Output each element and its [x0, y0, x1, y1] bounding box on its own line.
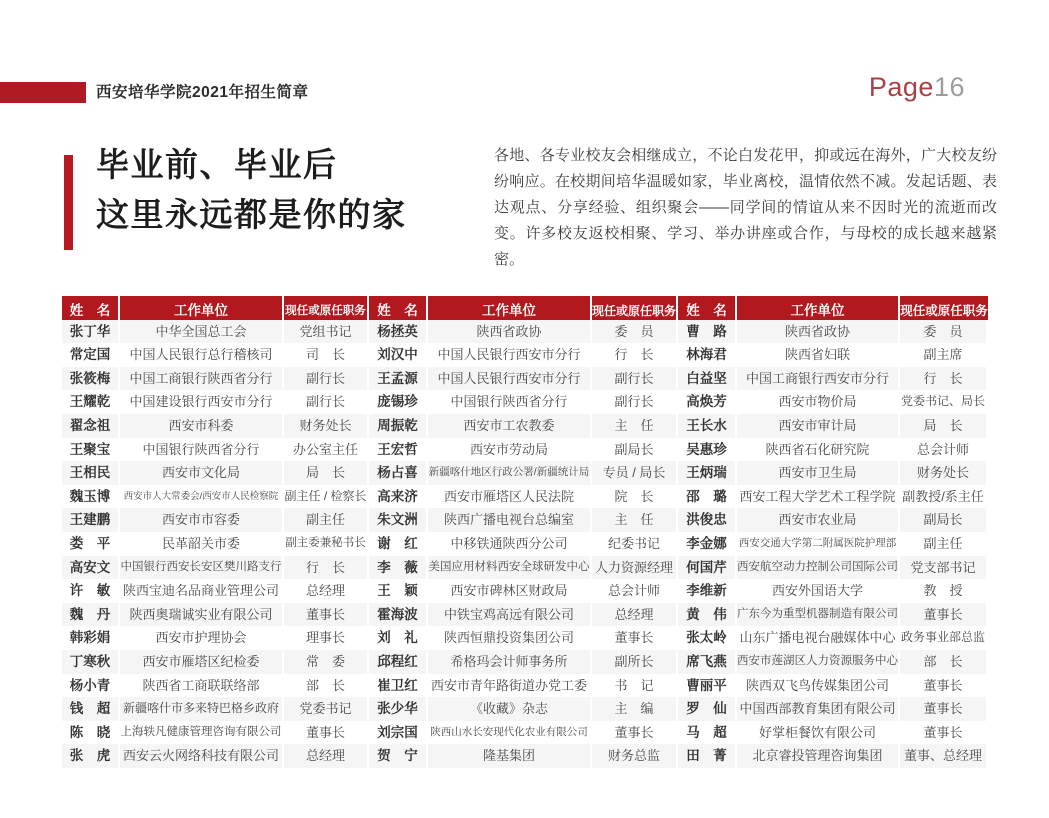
alumni-org-cell: 好掌柜餐饮有限公司: [737, 721, 900, 745]
breadcrumb: 西安培华学院2021年招生简章: [96, 84, 309, 101]
alumni-org-cell: 中铁宝鸡高远有限公司: [428, 603, 592, 627]
table-header-cell: 工作单位: [428, 296, 592, 326]
alumni-org-cell: 陕西奥瑞诚实业有限公司: [120, 603, 284, 627]
alumni-title-cell: 行 长: [592, 343, 678, 367]
alumni-title-cell: 委 员: [900, 320, 988, 344]
alumni-org-cell: 新疆喀什市多来特巴格乡政府: [120, 697, 284, 721]
alumni-title-cell: 局 长: [900, 414, 988, 438]
page-number: [869, 72, 965, 103]
alumni-name-cell: 贺 宁: [369, 744, 428, 768]
alumni-org-cell: 山东广播电视台融媒体中心: [737, 626, 900, 650]
alumni-title-cell: 行 长: [284, 556, 369, 580]
alumni-title-cell: 副行长: [284, 390, 369, 414]
alumni-title-cell: 副主席: [900, 343, 988, 367]
alumni-title-cell: 董事长: [900, 674, 988, 698]
table-header-cell: 工作单位: [120, 296, 284, 326]
alumni-name-cell: 丁寒秋: [62, 650, 120, 674]
alumni-name-cell: 李维新: [678, 579, 737, 603]
alumni-name-cell: 钱 超: [62, 697, 120, 721]
alumni-title-cell: 董事长: [900, 697, 988, 721]
alumni-name-cell: 王聚宝: [62, 438, 120, 462]
alumni-name-cell: 常定国: [62, 343, 120, 367]
page-title-line1: 毕业前、毕业后: [96, 146, 338, 183]
alumni-title-cell: 副局长: [592, 438, 678, 462]
alumni-title-cell: 董事长: [592, 626, 678, 650]
alumni-name-cell: 张筱梅: [62, 367, 120, 391]
alumni-title-cell: 总会计师: [592, 579, 678, 603]
alumni-org-cell: 中国西部教育集团有限公司: [737, 697, 900, 721]
alumni-title-cell: 理事长: [284, 626, 369, 650]
alumni-title-cell: 常 委: [284, 650, 369, 674]
alumni-name-cell: 魏 丹: [62, 603, 120, 627]
alumni-name-cell: 刘汉中: [369, 343, 428, 367]
alumni-org-cell: 美国应用材料西安全球研发中心: [428, 556, 592, 580]
alumni-name-cell: 王长水: [678, 414, 737, 438]
alumni-name-cell: 翟念祖: [62, 414, 120, 438]
alumni-name-cell: 陈 晓: [62, 721, 120, 745]
alumni-org-cell: 西安市护理协会: [120, 626, 284, 650]
alumni-name-cell: 王建鹏: [62, 508, 120, 532]
alumni-name-cell: 王耀乾: [62, 390, 120, 414]
alumni-name-cell: 崔卫红: [369, 674, 428, 698]
table-header-cell: 姓 名: [62, 296, 120, 326]
alumni-org-cell: 西安云火网络科技有限公司: [120, 744, 284, 768]
alumni-title-cell: 行 长: [900, 367, 988, 391]
alumni-title-cell: 党委书记、局长: [900, 390, 988, 414]
alumni-org-cell: 中国银行西安长安区樊川路支行: [120, 556, 284, 580]
alumni-name-cell: 王炳瑞: [678, 461, 737, 485]
alumni-org-cell: 上海轶凡健康管理咨询有限公司: [120, 721, 284, 745]
alumni-title-cell: 主 任: [592, 414, 678, 438]
alumni-name-cell: 洪俊忠: [678, 508, 737, 532]
alumni-name-cell: 霍海波: [369, 603, 428, 627]
alumni-org-cell: 中国建设银行西安市分行: [120, 390, 284, 414]
table-header-cell: 姓 名: [369, 296, 428, 326]
alumni-title-cell: 董事长: [284, 721, 369, 745]
alumni-title-cell: 教 授: [900, 579, 988, 603]
alumni-name-cell: 高焕芳: [678, 390, 737, 414]
alumni-title-cell: 政务事业部总监: [900, 626, 988, 650]
alumni-name-cell: 曹丽平: [678, 674, 737, 698]
alumni-name-cell: 刘宗国: [369, 721, 428, 745]
alumni-org-cell: 陕西省妇联: [737, 343, 900, 367]
alumni-org-cell: 西安市卫生局: [737, 461, 900, 485]
alumni-title-cell: 纪委书记: [592, 532, 678, 556]
intro-paragraph: 各地、各专业校友会相继成立，不论白发花甲，抑或远在海外，广大校友纷纷响应。在校期间培华温暖如家，毕业离校，温情依然不减。发起话题、表达观点、分享经验、组织聚会——同学间的情谊从来不因时光的流逝而改变。许多校友返校相聚、学习、举办讲座或合作，与母校的成长越来越紧密。: [494, 147, 997, 268]
alumni-title-cell: 董事、总经理: [900, 744, 988, 768]
alumni-org-cell: 西安市市容委: [120, 508, 284, 532]
alumni-title-cell: 副行长: [592, 390, 678, 414]
alumni-name-cell: 高来济: [369, 485, 428, 509]
alumni-title-cell: 办公室主任: [284, 438, 369, 462]
alumni-org-cell: 中国人民银行西安市分行: [428, 367, 592, 391]
alumni-name-cell: 马 超: [678, 721, 737, 745]
alumni-title-cell: 董事长: [592, 721, 678, 745]
alumni-title-cell: 人力资源经理: [592, 556, 678, 580]
alumni-title-cell: 董事长: [900, 721, 988, 745]
alumni-org-cell: 西安市科委: [120, 414, 284, 438]
alumni-org-cell: 西安市人大常委会/西安市人民检察院: [120, 485, 284, 509]
alumni-title-cell: 部 长: [900, 650, 988, 674]
alumni-title-cell: 院 长: [592, 485, 678, 509]
alumni-name-cell: 王相民: [62, 461, 120, 485]
alumni-org-cell: 西安市雁塔区纪检委: [120, 650, 284, 674]
alumni-name-cell: 李 薇: [369, 556, 428, 580]
alumni-table: [62, 296, 988, 768]
alumni-name-cell: 邵 璐: [678, 485, 737, 509]
alumni-title-cell: 财务处长: [900, 461, 988, 485]
alumni-org-cell: 西安市劳动局: [428, 438, 592, 462]
alumni-name-cell: 高安文: [62, 556, 120, 580]
alumni-title-cell: 书 记: [592, 674, 678, 698]
alumni-name-cell: 何国芹: [678, 556, 737, 580]
alumni-title-cell: 副教授/系主任: [900, 485, 988, 509]
alumni-title-cell: 总经理: [284, 579, 369, 603]
alumni-org-cell: 西安市农业局: [737, 508, 900, 532]
alumni-org-cell: 陕西双飞鸟传媒集团公司: [737, 674, 900, 698]
alumni-name-cell: 张太岭: [678, 626, 737, 650]
alumni-title-cell: 财务处长: [284, 414, 369, 438]
alumni-title-cell: 副主任: [284, 508, 369, 532]
alumni-org-cell: 陕西恒鼎投资集团公司: [428, 626, 592, 650]
alumni-title-cell: 委 员: [592, 320, 678, 344]
table-header-cell: 工作单位: [737, 296, 900, 326]
alumni-name-cell: 吴惠珍: [678, 438, 737, 462]
alumni-title-cell: 专员 / 局长: [592, 461, 678, 485]
alumni-title-cell: 总经理: [284, 744, 369, 768]
alumni-org-cell: 西安市雁塔区人民法院: [428, 485, 592, 509]
alumni-name-cell: 曹 路: [678, 320, 737, 344]
alumni-name-cell: 邱程红: [369, 650, 428, 674]
alumni-org-cell: 西安市审计局: [737, 414, 900, 438]
alumni-title-cell: 副主委兼秘书长: [284, 532, 369, 556]
table-header-cell: 现任或原任职务: [900, 296, 988, 326]
alumni-name-cell: 张丁华: [62, 320, 120, 344]
alumni-org-cell: 西安工程大学艺术工程学院: [737, 485, 900, 509]
alumni-name-cell: 席飞燕: [678, 650, 737, 674]
alumni-name-cell: 许 敏: [62, 579, 120, 603]
alumni-org-cell: 广东今为重型机器制造有限公司: [737, 603, 900, 627]
alumni-name-cell: 杨占喜: [369, 461, 428, 485]
alumni-org-cell: 《收藏》杂志: [428, 697, 592, 721]
alumni-title-cell: 副行长: [592, 367, 678, 391]
alumni-title-cell: 副局长: [900, 508, 988, 532]
alumni-title-cell: 副主任 / 检察长: [284, 485, 369, 509]
alumni-title-cell: 主 任: [592, 508, 678, 532]
alumni-title-cell: 副所长: [592, 650, 678, 674]
page-title-line2: 这里永远都是你的家: [96, 196, 407, 233]
alumni-name-cell: 林海君: [678, 343, 737, 367]
alumni-name-cell: 王孟源: [369, 367, 428, 391]
alumni-name-cell: 杨小青: [62, 674, 120, 698]
alumni-org-cell: 西安市青年路街道办党工委: [428, 674, 592, 698]
alumni-org-cell: 希格玛会计师事务所: [428, 650, 592, 674]
alumni-org-cell: 陕西省工商联联络部: [120, 674, 284, 698]
alumni-name-cell: 田 菁: [678, 744, 737, 768]
alumni-name-cell: 张少华: [369, 697, 428, 721]
alumni-org-cell: 中国工商银行陕西省分行: [120, 367, 284, 391]
hero-accent-bar: [64, 155, 73, 250]
alumni-org-cell: 西安外国语大学: [737, 579, 900, 603]
alumni-title-cell: 司 长: [284, 343, 369, 367]
alumni-title-cell: 董事长: [284, 603, 369, 627]
page-number-label: Page: [868, 72, 934, 102]
alumni-title-cell: 党组书记: [284, 320, 369, 344]
alumni-name-cell: 谢 红: [369, 532, 428, 556]
alumni-org-cell: 中国银行陕西省分行: [428, 390, 592, 414]
header-accent-bar: [0, 82, 86, 103]
alumni-org-cell: 西安市工农教委: [428, 414, 592, 438]
alumni-title-cell: 主 编: [592, 697, 678, 721]
alumni-name-cell: 庞锡珍: [369, 390, 428, 414]
table-header-cell: 现任或原任职务: [592, 296, 678, 326]
alumni-org-cell: 陕西宝迪名品商业管理公司: [120, 579, 284, 603]
alumni-name-cell: 罗 仙: [678, 697, 737, 721]
alumni-org-cell: 中国银行陕西省分行: [120, 438, 284, 462]
alumni-org-cell: 北京睿投管理咨询集团: [737, 744, 900, 768]
alumni-org-cell: 陕西广播电视台总编室: [428, 508, 592, 532]
alumni-org-cell: 新疆喀什地区行政公署/新疆统计局: [428, 461, 592, 485]
alumni-org-cell: 隆基集团: [428, 744, 592, 768]
alumni-name-cell: 刘 礼: [369, 626, 428, 650]
table-header-cell: 现任或原任职务: [284, 296, 369, 326]
table-header-cell: 姓 名: [678, 296, 737, 326]
alumni-name-cell: 李金娜: [678, 532, 737, 556]
alumni-name-cell: 周振乾: [369, 414, 428, 438]
alumni-title-cell: 党支部书记: [900, 556, 988, 580]
alumni-org-cell: 西安市碑林区财政局: [428, 579, 592, 603]
alumni-title-cell: 总经理: [592, 603, 678, 627]
alumni-title-cell: 董事长: [900, 603, 988, 627]
alumni-org-cell: 西安市文化局: [120, 461, 284, 485]
alumni-org-cell: 陕西省政协: [428, 320, 592, 344]
alumni-name-cell: 白益坚: [678, 367, 737, 391]
alumni-name-cell: 黄 伟: [678, 603, 737, 627]
alumni-title-cell: 总会计师: [900, 438, 988, 462]
alumni-title-cell: 部 长: [284, 674, 369, 698]
alumni-name-cell: 娄 平: [62, 532, 120, 556]
page-number-value: 16: [933, 72, 965, 102]
alumni-org-cell: 民革韶关市委: [120, 532, 284, 556]
alumni-name-cell: 王宏哲: [369, 438, 428, 462]
alumni-name-cell: 朱文洲: [369, 508, 428, 532]
alumni-org-cell: 中国工商银行西安市分行: [737, 367, 900, 391]
alumni-title-cell: 副主任: [900, 532, 988, 556]
alumni-title-cell: 副行长: [284, 367, 369, 391]
alumni-org-cell: 中移铁通陕西分公司: [428, 532, 592, 556]
alumni-org-cell: 西安市莲湖区人力资源服务中心: [737, 650, 900, 674]
alumni-title-cell: 财务总监: [592, 744, 678, 768]
alumni-org-cell: 陕西山水长安现代化农业有限公司: [428, 721, 592, 745]
page-title: [96, 140, 407, 240]
alumni-org-cell: 陕西省石化研究院: [737, 438, 900, 462]
alumni-org-cell: 西安市物价局: [737, 390, 900, 414]
alumni-name-cell: 杨拯英: [369, 320, 428, 344]
alumni-name-cell: 张 虎: [62, 744, 120, 768]
alumni-org-cell: 陕西省政协: [737, 320, 900, 344]
alumni-title-cell: 局 长: [284, 461, 369, 485]
alumni-title-cell: 党委书记: [284, 697, 369, 721]
alumni-org-cell: 西安航空动力控制公司国际公司: [737, 556, 900, 580]
alumni-org-cell: 中国人民银行西安市分行: [428, 343, 592, 367]
alumni-name-cell: 王 颖: [369, 579, 428, 603]
alumni-org-cell: 中华全国总工会: [120, 320, 284, 344]
alumni-org-cell: 中国人民银行总行稽核司: [120, 343, 284, 367]
alumni-org-cell: 西安交通大学第二附属医院护理部: [737, 532, 900, 556]
alumni-name-cell: 魏玉博: [62, 485, 120, 509]
alumni-name-cell: 韩彩娟: [62, 626, 120, 650]
